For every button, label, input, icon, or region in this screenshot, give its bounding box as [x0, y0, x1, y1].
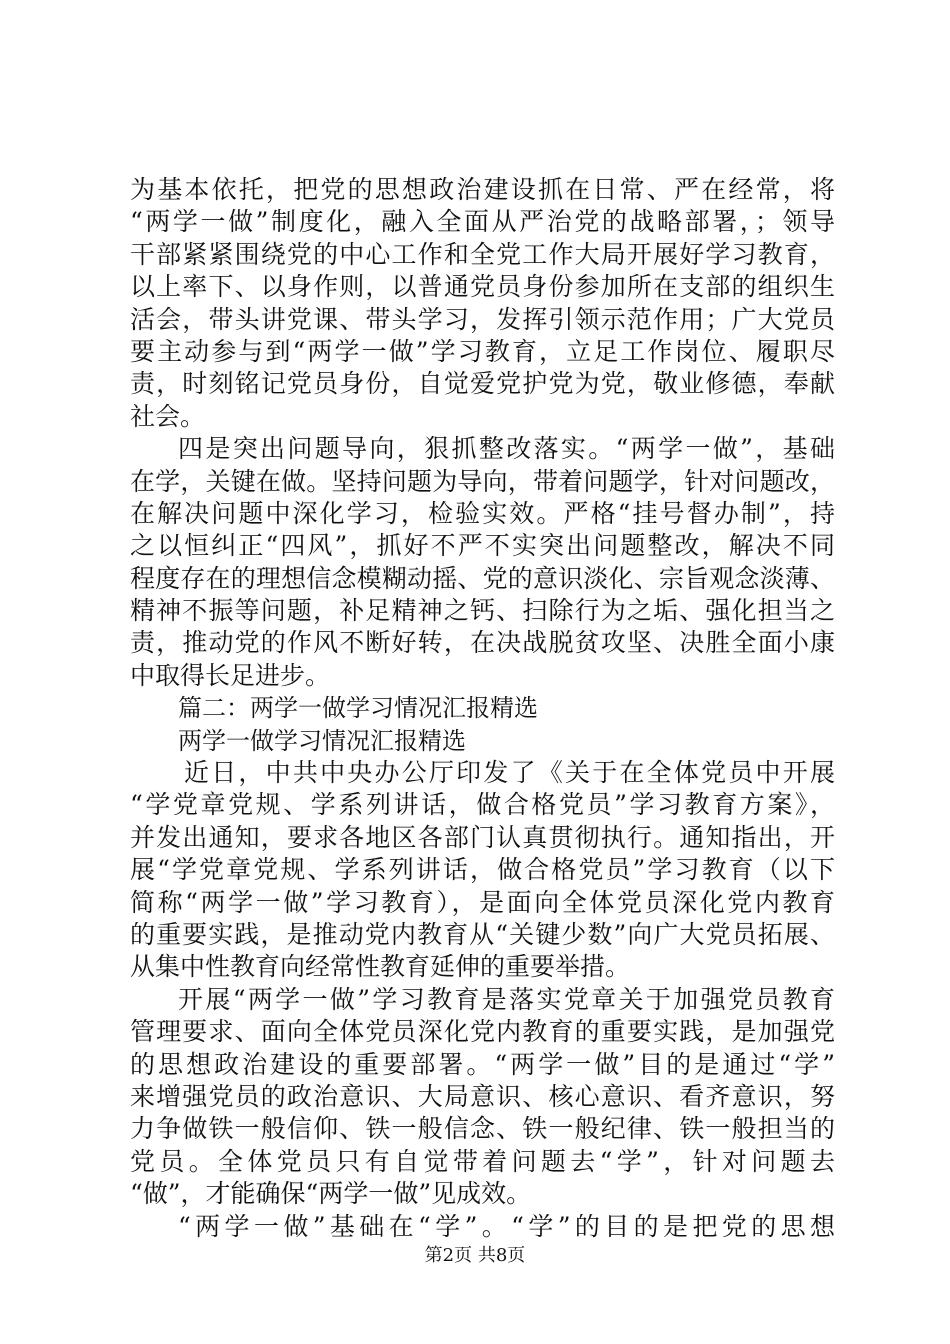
document-body	[130, 174, 835, 1243]
text-line: 展“学党章党规、学系列讲话，做合格党员”学习教育（以下	[130, 855, 835, 885]
text-line: “两学一做”基础在“学”。“学”的目的是把党的思想	[178, 1211, 835, 1241]
text-line: 在学，关键在做。坚持问题为导向，带着问题学，针对问题改，	[130, 466, 835, 496]
text-line: 力争做铁一般信仰、铁一般信念、铁一般纪律、铁一般担当的	[130, 1114, 835, 1144]
text-line: “学党章党规、学系列讲话，做合格党员”学习教育方案》，	[130, 790, 835, 820]
page-footer	[0, 1241, 950, 1267]
text-line: 党员。全体党员只有自觉带着问题去“学”，针对问题去	[130, 1146, 835, 1176]
text-line: 精神不振等问题，补足精神之钙、扫除行为之垢、强化担当之	[130, 596, 835, 626]
text-line: 简称“两学一做”学习教育），是面向全体党员深化党内教育	[130, 887, 835, 917]
paragraph-4	[130, 984, 835, 1211]
text-line: 中取得长足进步。	[130, 660, 331, 690]
text-line: 要主动参与到“两学一做”学习教育，立足工作岗位、履职尽	[130, 336, 835, 366]
section-title	[130, 725, 835, 757]
section-heading	[130, 692, 835, 724]
text-line: 四是突出问题导向，狠抓整改落实。“两学一做”，基础	[178, 434, 835, 464]
paragraph-1	[130, 174, 835, 433]
text-line: 篇二：两学一做学习情况汇报精选	[178, 694, 538, 723]
text-line: 程度存在的理想信念模糊动摇、党的意识淡化、宗旨观念淡薄、	[130, 563, 835, 593]
page-number: 第2页 共8页	[424, 1245, 526, 1266]
text-line: 从集中性教育向经常性教育延伸的重要举措。	[130, 952, 631, 982]
text-line: 两学一做学习情况汇报精选	[178, 726, 466, 755]
text-line: 的思想政治建设的重要部署。“两学一做”目的是通过“学”	[130, 1049, 835, 1079]
text-line: 管理要求、面向全体党员深化党内教育的重要实践，是加强党	[130, 1017, 835, 1047]
text-line: “做”，才能确保“两学一做”见成效。	[130, 1179, 532, 1209]
text-line: 以上率下、以身作则，以普通党员身份参加所在支部的组织生	[130, 272, 835, 302]
text-line: 活会，带头讲党课、带头学习，发挥引领示范作用；广大党员	[130, 304, 835, 334]
text-line: 的重要实践，是推动党内教育从“关键少数”向广大党员拓展、	[130, 919, 835, 949]
text-line: 干部紧紧围绕党的中心工作和全党工作大局开展好学习教育，	[130, 239, 835, 269]
text-line: 为基本依托，把党的思想政治建设抓在日常、严在经常，将	[130, 175, 835, 204]
text-line: 之以恒纠正“四风”，抓好不严不实突出问题整改，解决不同	[130, 531, 835, 561]
text-line: 来增强党员的政治意识、大局意识、核心意识、看齐意识，努	[130, 1081, 835, 1111]
text-line: 开展“两学一做”学习教育是落实党章关于加强党员教育	[178, 984, 835, 1014]
text-line: 并发出通知，要求各地区各部门认真贯彻执行。通知指出，开	[130, 822, 835, 852]
paragraph-3	[130, 757, 835, 984]
text-line: 近日，中共中央办公厅印发了《关于在全体党员中开展	[184, 758, 835, 788]
text-line: 社会。	[130, 401, 206, 431]
text-line: 责，推动党的作风不断好转，在决战脱贫攻坚、决胜全面小康	[130, 628, 835, 658]
paragraph-5	[130, 1211, 835, 1243]
text-line: 在解决问题中深化学习，检验实效。严格“挂号督办制”，持	[130, 498, 835, 528]
text-line: “两学一做”制度化，融入全面从严治党的战略部署，；领导	[130, 207, 835, 237]
paragraph-2	[130, 433, 835, 692]
text-line: 责，时刻铭记党员身份，自觉爱党护党为党，敬业修德，奉献	[130, 369, 835, 399]
